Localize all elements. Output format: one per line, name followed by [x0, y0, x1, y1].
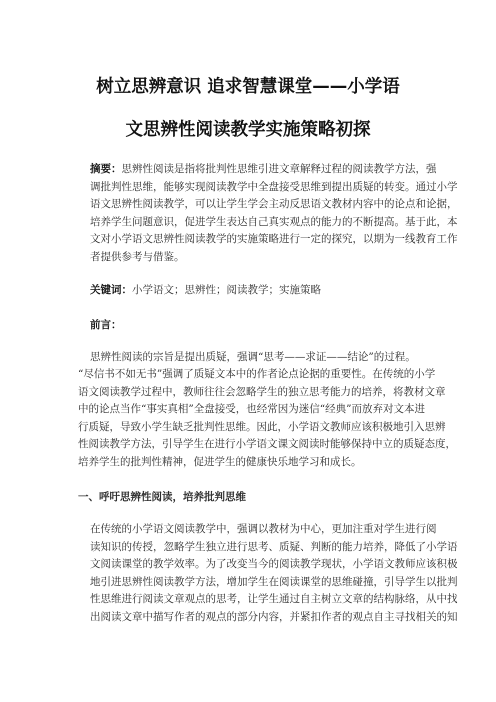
preface-line-7: 培养学生的批判性精神，促进学生的健康快乐地学习和成长。: [78, 456, 362, 468]
abstract-line-4: 培养学生问题意识，促进学生表达自己真实观点的能力的不断提高。基于此，本: [90, 216, 458, 228]
abstract-line-6: 者提供参考与借鉴。: [90, 251, 185, 263]
abstract-line-3: 语文思辨性阅读教学，可以让学生学会主动反思语文教材内容中的论点和论据，: [90, 198, 458, 210]
preface-line-4: 中的论点当作“事实真相”全盘接受，也经常因为迷信“经典”而放弃对文本进: [78, 403, 425, 415]
preface-line-1: 思辨性阅读的宗旨是提出质疑，强调“思考——求证——结论”的过程。: [90, 351, 416, 363]
abstract-text: 思辨性阅读是指将批判性思维引进文章解释过程的阅读教学方法，强: [121, 163, 437, 175]
preface-line-3: 语文阅读教学过程中，教师往往会忽略学生的独立思考能力的培养，将教材文章: [78, 386, 446, 398]
paper-title-line-2: 文思辨性阅读教学实施策略初探: [125, 120, 371, 140]
abstract-line-5: 文对小学语文思辨性阅读教学的实施策略进行一定的探究，以期为一线教育工作: [90, 233, 458, 245]
paper-title-line-1: 树立思辨意识 追求智慧课堂——小学语: [96, 77, 400, 97]
preface-line-5: 行质疑，导致小学生缺乏批判性思维。因此，小学语文教师应该积极地引入思辨: [78, 421, 446, 433]
section-1-line-2: 读知识的传授，忽略学生独立进行思考、质疑、判断的能力培养，降低了小学语: [90, 541, 458, 553]
abstract-line-1: [90, 162, 437, 176]
section-1-heading: 一、呼吁思辨性阅读，培养批判思维: [78, 491, 246, 503]
abstract-label: 摘要：: [90, 163, 122, 175]
preface-line-6: 性阅读教学方法，引导学生在进行小学语文课文阅读时能够保持中立的质疑态度，: [78, 438, 456, 450]
keywords-line: [90, 283, 430, 297]
section-1-line-4: 地引进思辨性阅读教学方法，增加学生在阅读课堂的思维碰撞，引导学生以批判: [90, 576, 458, 588]
keywords-label: 关键词：: [90, 284, 132, 296]
keywords-text: 小学语文；思辨性；阅读教学；实施策略: [132, 284, 321, 296]
section-1-line-3: 文阅读课堂的教学效率。为了改变当今的阅读教学现状，小学语文教师应该积极: [90, 558, 458, 570]
section-1-line-6: 出阅读文章中描写作者的观点的部分内容，并紧扣作者的观点自主寻找相关的知: [90, 611, 458, 623]
preface-line-2: “尽信书不如无书”强调了质疑文本中的作者论点论据的重要性。在传统的小学: [78, 368, 436, 380]
abstract-line-2: 调批判性思维，能够实现阅读教学中全盘接受思维到提出质疑的转变。通过小学: [90, 181, 458, 193]
section-1-line-5: 性思维进行阅读文章观点的思考，让学生通过自主树立文章的结构脉络，从中找: [90, 593, 458, 605]
section-1-line-1: 在传统的小学语文阅读教学中，强调以教材为中心，更加注重对学生进行阅: [90, 523, 437, 535]
preface-label: 前言：: [90, 319, 122, 331]
